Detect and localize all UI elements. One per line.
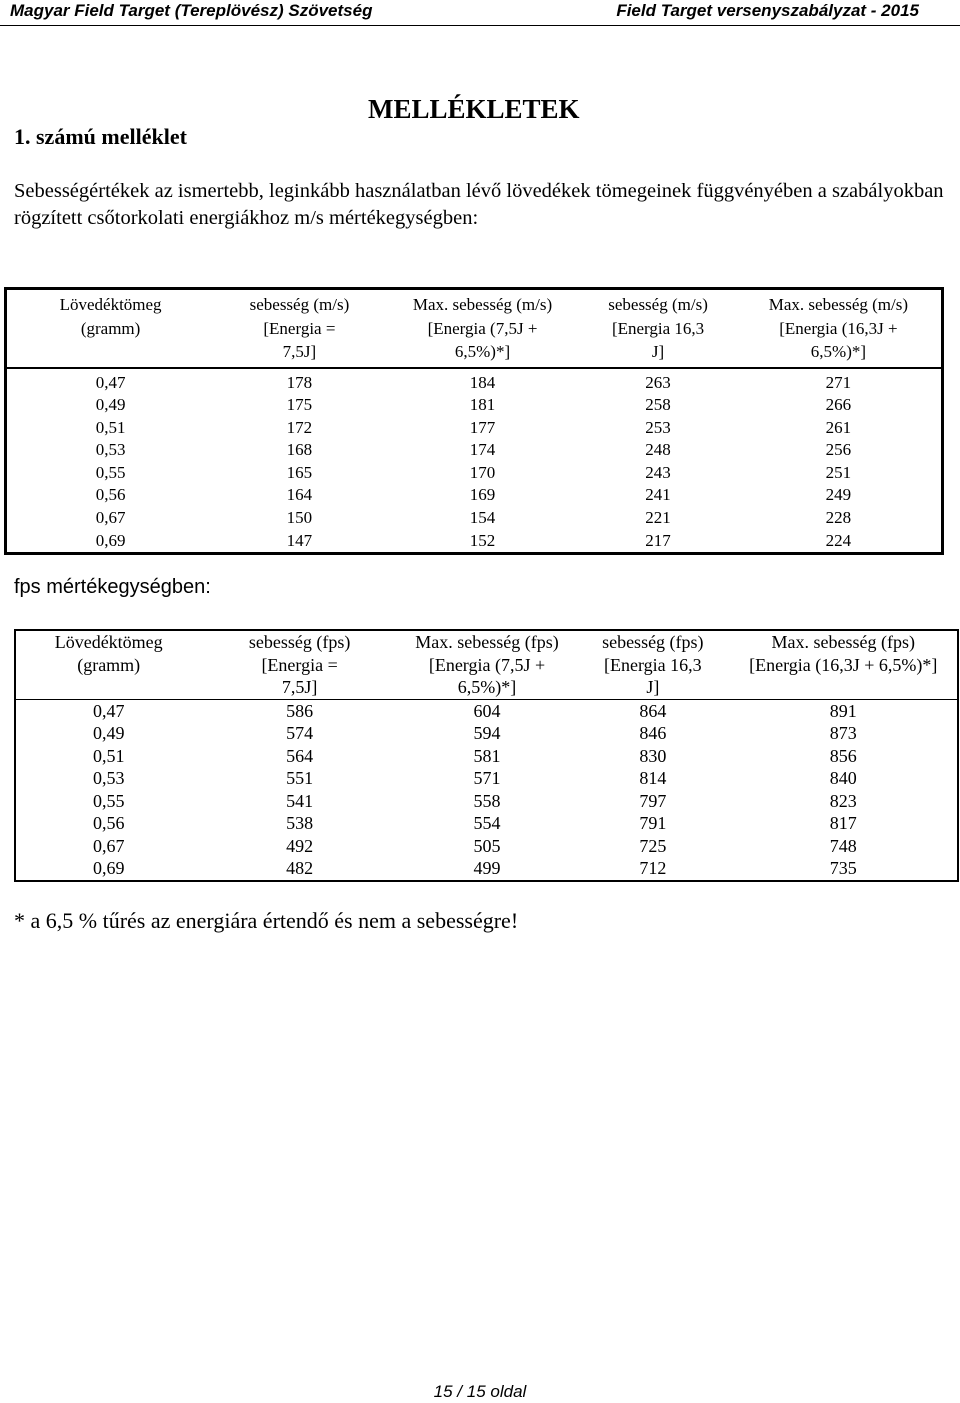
table-row [15, 767, 958, 790]
table-cell: 251 [825, 462, 852, 482]
table-header-row [15, 630, 958, 699]
table-cell: 725 [639, 835, 667, 856]
table-cell: 174 [469, 440, 496, 460]
page-header [0, 0, 960, 24]
table-cell: 217 [645, 530, 671, 550]
header-cell: sebesség (m/s) [Energia 16,3 J] [580, 289, 735, 368]
header-cell: Lövedéktömeg (gramm) [15, 630, 201, 699]
table-cell: 0,49 [95, 395, 126, 415]
table-cell: 164 [286, 485, 313, 505]
velocity-table-ms [4, 287, 944, 555]
table-cell: 823 [829, 790, 857, 811]
table-cell: 150 [286, 508, 313, 528]
table-row [6, 507, 943, 530]
table-cell: 0,51 [92, 745, 125, 766]
table-cell: 558 [473, 790, 501, 811]
table-cell: 0,69 [92, 858, 125, 878]
table-cell: 499 [473, 858, 501, 878]
page-title: MELLÉKLETEK [368, 94, 580, 124]
fps-section-heading: fps mértékegységben: [14, 576, 211, 598]
header-organization: Magyar Field Target (Tereplövész) Szövetség [10, 1, 373, 20]
table-row [6, 484, 943, 507]
table-row [6, 530, 943, 554]
table-cell: 604 [473, 700, 501, 721]
table-cell: 840 [829, 768, 857, 788]
table-cell: 221 [645, 508, 671, 528]
table-row [6, 368, 943, 395]
header-cell: Lövedéktömeg (gramm) [6, 289, 215, 368]
table-cell: 891 [829, 700, 857, 721]
table-cell: 830 [639, 745, 667, 766]
table-cell: 551 [286, 768, 314, 788]
table-cell: 581 [473, 745, 501, 766]
page-number: 15 / 15 oldal [433, 1382, 527, 1401]
table-cell: 178 [286, 372, 313, 392]
table-cell: 712 [639, 858, 667, 878]
table-cell: 846 [639, 723, 667, 743]
table-cell: 0,56 [95, 485, 126, 505]
table-cell: 791 [639, 813, 667, 833]
table-cell: 817 [829, 813, 857, 833]
table-row [15, 745, 958, 768]
table-cell: 864 [639, 700, 667, 721]
table-cell: 228 [825, 508, 852, 528]
table-cell: 172 [286, 417, 313, 437]
table-row [15, 835, 958, 858]
table-cell: 0,47 [95, 372, 126, 392]
header-cell: Max. sebesség (fps) [Energia (7,5J + 6,5%)*] [398, 630, 576, 699]
table-cell: 554 [473, 813, 501, 833]
table-cell: 0,56 [92, 813, 125, 833]
table-cell: 814 [639, 768, 667, 788]
table-cell: 564 [286, 745, 314, 766]
header-cell: Max. sebesség (fps) [Energia (16,3J + 6,5%)*] [729, 630, 958, 699]
table-cell: 586 [286, 700, 314, 721]
table-cell: 0,47 [92, 700, 125, 721]
table-cell: 169 [469, 485, 496, 505]
table-cell: 873 [829, 723, 857, 743]
header-cell: sebesség (fps) [Energia 16,3 J] [576, 630, 729, 699]
table-cell: 165 [286, 462, 313, 482]
header-cell: sebesség (m/s) [Energia = 7,5J] [214, 289, 385, 368]
table-cell: 538 [286, 813, 314, 833]
table-cell: 256 [825, 440, 852, 460]
table-cell: 0,67 [92, 835, 125, 856]
table-cell: 184 [469, 372, 496, 392]
table-cell: 249 [825, 485, 852, 505]
table-cell: 0,69 [95, 530, 126, 550]
table-cell: 181 [469, 395, 496, 415]
table-cell: 271 [825, 372, 852, 392]
table-cell: 856 [829, 745, 857, 766]
table-cell: 541 [286, 790, 314, 811]
table-cell: 482 [286, 858, 314, 878]
table-cell: 263 [645, 372, 671, 392]
table-cell: 748 [829, 835, 857, 856]
table-cell: 0,51 [95, 417, 126, 437]
table-cell: 492 [286, 835, 314, 856]
table-cell: 0,53 [92, 768, 125, 788]
header-divider [0, 25, 960, 26]
table-cell: 168 [286, 440, 313, 460]
velocity-table-fps [14, 629, 959, 882]
table-cell: 0,53 [95, 440, 126, 460]
table-cell: 253 [645, 417, 671, 437]
table-cell: 505 [473, 835, 501, 856]
table-cell: 224 [825, 530, 852, 550]
table-cell: 0,67 [95, 508, 126, 528]
table-cell: 266 [825, 395, 852, 415]
table-row [6, 439, 943, 462]
table-row [15, 857, 958, 881]
intro-paragraph: Sebességértékek az ismertebb, leginkább használatban lévő lövedékek tömegeinek függvényében a szabályokban rögzített csőtorkolati energiákhoz m/s mértékegységben: [14, 180, 944, 229]
table-cell: 735 [829, 858, 857, 878]
table-cell: 248 [645, 440, 671, 460]
table-row [6, 462, 943, 485]
table-row [6, 394, 943, 417]
table-cell: 243 [645, 462, 671, 482]
table-cell: 261 [825, 417, 852, 437]
table-row [15, 722, 958, 745]
table-cell: 152 [469, 530, 496, 550]
table-row [15, 812, 958, 835]
table-cell: 574 [286, 723, 314, 743]
annex-label: 1. számú melléklet [14, 124, 187, 149]
header-cell: Max. sebesség (m/s) [Energia (16,3J + 6,5%)*] [736, 289, 943, 368]
table-cell: 571 [473, 768, 501, 788]
table-cell: 258 [645, 395, 671, 415]
table-cell: 147 [286, 530, 313, 550]
table-cell: 170 [469, 462, 496, 482]
table-header-row [6, 289, 943, 368]
table-cell: 797 [639, 790, 667, 811]
table-row [15, 790, 958, 813]
table-cell: 177 [469, 417, 496, 437]
table-row [6, 417, 943, 440]
table-cell: 594 [473, 723, 501, 743]
table-cell: 0,49 [92, 723, 125, 743]
table-cell: 175 [286, 395, 313, 415]
header-cell: sebesség (fps) [Energia = 7,5J] [201, 630, 397, 699]
table-cell: 0,55 [92, 790, 125, 811]
footnote: * a 6,5 % tűrés az energiára értendő és nem a sebességre! [14, 908, 519, 933]
table-row [15, 699, 958, 722]
header-document-title: Field Target versenyszabályzat - 2015 [616, 1, 919, 20]
table-cell: 154 [469, 508, 496, 528]
header-cell: Max. sebesség (m/s) [Energia (7,5J + 6,5%)*] [385, 289, 581, 368]
table-cell: 241 [645, 485, 671, 505]
table-cell: 0,55 [95, 462, 126, 482]
